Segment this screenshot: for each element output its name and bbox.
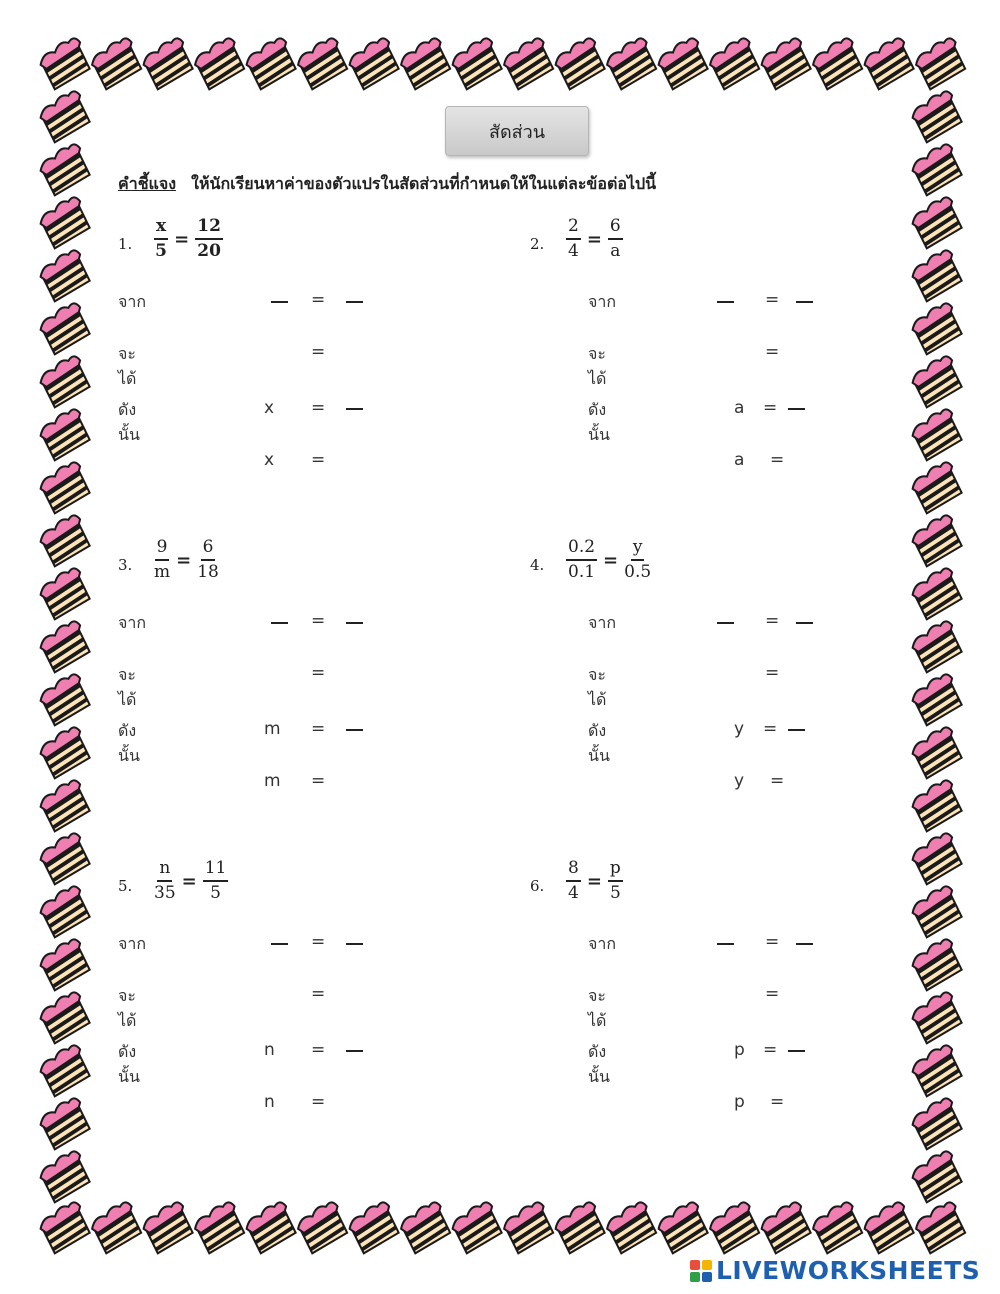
- variable-label: p: [734, 1092, 745, 1112]
- cake-slice-icon: [36, 779, 93, 833]
- cake-slice-icon: [294, 1201, 351, 1255]
- cake-slice-icon: [654, 1201, 711, 1255]
- blank-fraction-left[interactable]: [271, 943, 288, 945]
- cake-slice-icon: [757, 37, 814, 91]
- right-denominator: 5: [609, 882, 621, 903]
- left-denominator: 4: [568, 882, 579, 903]
- blank-fraction-left[interactable]: [717, 943, 734, 945]
- cake-slice-icon: [36, 567, 93, 621]
- equals-sign: =: [311, 398, 326, 418]
- cake-slice-icon: [191, 37, 248, 91]
- cake-slice-icon: [139, 37, 196, 91]
- blank-fraction-answer[interactable]: [788, 1050, 805, 1052]
- therefore-label: ดังนั้น: [588, 1042, 610, 1086]
- get-label: จะได้: [588, 344, 607, 388]
- instruction-label: คำชี้แจง: [118, 174, 177, 193]
- proportion-equation: [562, 860, 627, 903]
- cake-slice-icon: [36, 37, 93, 91]
- from-label: จาก: [588, 934, 617, 953]
- proportion-equation: [562, 539, 655, 582]
- blank-fraction-right[interactable]: [346, 301, 363, 303]
- cake-slice-icon: [36, 1044, 93, 1098]
- right-denominator: a: [610, 240, 621, 261]
- cake-slice-icon: [908, 90, 965, 144]
- get-label: จะได้: [118, 665, 137, 709]
- cake-slice-icon: [36, 938, 93, 992]
- left-numerator: 9: [155, 539, 170, 561]
- from-label: จาก: [588, 613, 617, 632]
- cake-slice-icon: [908, 143, 965, 197]
- cake-slice-icon: [36, 90, 93, 144]
- blank-fraction-answer[interactable]: [788, 729, 805, 731]
- equals-sign: =: [770, 771, 785, 791]
- cake-slice-icon: [36, 726, 93, 780]
- cake-slice-icon: [551, 1201, 608, 1255]
- blank-fraction-right[interactable]: [346, 943, 363, 945]
- therefore-label: ดังนั้น: [588, 400, 610, 444]
- cake-slice-icon: [908, 514, 965, 568]
- proportion-equation: [150, 218, 227, 261]
- left-numerator: 2: [566, 218, 581, 240]
- therefore-label: ดังนั้น: [118, 721, 140, 765]
- equals-sign: =: [765, 663, 780, 683]
- equals-sign: =: [311, 290, 326, 310]
- blank-fraction-answer[interactable]: [346, 729, 363, 731]
- equals-sign: =: [765, 342, 780, 362]
- cake-slice-icon: [908, 991, 965, 1045]
- right-fraction: [624, 539, 651, 582]
- instruction-text: ให้นักเรียนหาค่าของตัวแปรในสัดส่วนที่กำหนดให้ในแต่ละข้อต่อไปนี้: [191, 174, 657, 193]
- cake-slice-icon: [908, 938, 965, 992]
- cake-slice-icon: [654, 37, 711, 91]
- cake-slice-icon: [908, 196, 965, 250]
- cake-slice-icon: [908, 885, 965, 939]
- equals-sign: =: [770, 1092, 785, 1112]
- cake-slice-icon: [860, 37, 917, 91]
- cake-slice-icon: [36, 1201, 93, 1255]
- cake-slice-icon: [448, 37, 505, 91]
- equals-sign: =: [763, 719, 778, 739]
- cake-slice-icon: [345, 37, 402, 91]
- cake-slice-icon: [908, 567, 965, 621]
- equals-sign: =: [770, 450, 785, 470]
- cake-slice-icon: [36, 302, 93, 356]
- right-fraction: [197, 539, 219, 582]
- cake-slice-icon: [908, 249, 965, 303]
- cake-slice-icon: [912, 37, 969, 91]
- blank-fraction-right[interactable]: [796, 943, 813, 945]
- cake-slice-icon: [809, 37, 866, 91]
- cake-slice-icon: [908, 673, 965, 727]
- blank-fraction-right[interactable]: [346, 622, 363, 624]
- cake-slice-icon: [139, 1201, 196, 1255]
- therefore-label: ดังนั้น: [588, 721, 610, 765]
- problem-number: 3.: [118, 556, 133, 574]
- cake-slice-icon: [36, 408, 93, 462]
- therefore-label: ดังนั้น: [118, 1042, 140, 1086]
- cake-slice-icon: [36, 249, 93, 303]
- equals-sign: =: [311, 342, 326, 362]
- blank-fraction-right[interactable]: [796, 622, 813, 624]
- variable-label: x: [264, 398, 275, 418]
- equals-sign: =: [586, 870, 602, 892]
- problem-number: 6.: [530, 877, 545, 895]
- cake-slice-icon: [860, 1201, 917, 1255]
- liveworksheets-logo[interactable]: [690, 1256, 980, 1285]
- proportion-equation: [150, 539, 223, 582]
- cake-slice-icon: [36, 514, 93, 568]
- cake-slice-icon: [908, 461, 965, 515]
- cake-slice-icon: [908, 779, 965, 833]
- cake-slice-icon: [294, 37, 351, 91]
- variable-label: n: [264, 1040, 275, 1060]
- from-label: จาก: [118, 292, 147, 311]
- proportion-equation: [562, 218, 627, 261]
- equals-sign: =: [311, 719, 326, 739]
- equals-sign: =: [765, 932, 780, 952]
- cake-slice-icon: [36, 355, 93, 409]
- equals-sign: =: [311, 1092, 326, 1112]
- from-label: จาก: [118, 613, 147, 632]
- right-fraction: [608, 860, 623, 903]
- cake-slice-icon: [88, 37, 145, 91]
- variable-label: m: [264, 771, 281, 791]
- right-denominator: 0.5: [624, 561, 652, 582]
- left-denominator: 0.1: [568, 561, 596, 582]
- cake-slice-icon: [88, 1201, 145, 1255]
- left-denominator: 4: [568, 240, 579, 261]
- left-fraction: [154, 860, 176, 903]
- variable-label: a: [734, 398, 745, 418]
- cake-slice-icon: [36, 620, 93, 674]
- equals-sign: =: [311, 450, 326, 470]
- blank-fraction-left[interactable]: [717, 622, 734, 624]
- problem-number: 1.: [118, 235, 133, 253]
- left-numerator: 0.2: [566, 539, 597, 561]
- get-label: จะได้: [588, 986, 607, 1030]
- cake-slice-icon: [908, 1097, 965, 1151]
- variable-label: y: [734, 719, 745, 739]
- variable-label: p: [734, 1040, 745, 1060]
- cake-slice-icon: [908, 1150, 965, 1204]
- blank-fraction-answer[interactable]: [346, 1050, 363, 1052]
- cake-slice-icon: [908, 302, 965, 356]
- get-label: จะได้: [118, 986, 137, 1030]
- cake-slice-icon: [36, 991, 93, 1045]
- cake-slice-icon: [603, 1201, 660, 1255]
- left-numerator: n: [157, 860, 172, 882]
- instruction: [118, 172, 656, 197]
- equals-sign: =: [174, 228, 190, 250]
- equals-sign: =: [763, 398, 778, 418]
- cake-slice-icon: [908, 1044, 965, 1098]
- cake-slice-icon: [912, 1201, 969, 1255]
- right-numerator: y: [631, 539, 645, 561]
- right-denominator: 20: [197, 240, 221, 261]
- cake-slice-icon: [706, 1201, 763, 1255]
- blank-fraction-left[interactable]: [271, 622, 288, 624]
- from-label: จาก: [118, 934, 147, 953]
- blank-fraction-left[interactable]: [271, 301, 288, 303]
- blank-fraction-right[interactable]: [796, 301, 813, 303]
- equals-sign: =: [765, 290, 780, 310]
- cake-slice-icon: [345, 1201, 402, 1255]
- cake-slice-icon: [706, 37, 763, 91]
- get-label: จะได้: [588, 665, 607, 709]
- left-numerator: 8: [566, 860, 581, 882]
- right-numerator: p: [608, 860, 623, 882]
- equals-sign: =: [181, 870, 197, 892]
- problem-number: 5.: [118, 877, 133, 895]
- variable-label: y: [734, 771, 745, 791]
- left-numerator: x: [154, 218, 168, 240]
- left-fraction: [154, 539, 170, 582]
- cake-slice-icon: [809, 1201, 866, 1255]
- proportion-equation: [150, 860, 232, 903]
- equals-sign: =: [311, 1040, 326, 1060]
- therefore-label: ดังนั้น: [118, 400, 140, 444]
- equals-sign: =: [311, 611, 326, 631]
- equals-sign: =: [603, 549, 619, 571]
- cake-slice-icon: [397, 1201, 454, 1255]
- cake-slice-icon: [551, 37, 608, 91]
- equals-sign: =: [763, 1040, 778, 1060]
- cake-slice-icon: [500, 1201, 557, 1255]
- left-fraction: [566, 539, 597, 582]
- right-denominator: 5: [210, 882, 221, 903]
- right-fraction: [203, 860, 229, 903]
- equals-sign: =: [311, 771, 326, 791]
- equals-sign: =: [311, 932, 326, 952]
- cake-slice-icon: [242, 37, 299, 91]
- cake-slice-icon: [242, 1201, 299, 1255]
- cake-slice-icon: [397, 37, 454, 91]
- equals-sign: =: [311, 663, 326, 683]
- left-fraction: [566, 860, 581, 903]
- variable-label: n: [264, 1092, 275, 1112]
- cake-slice-icon: [908, 832, 965, 886]
- right-numerator: 12: [195, 218, 223, 240]
- blank-fraction-answer[interactable]: [788, 408, 805, 410]
- blank-fraction-answer[interactable]: [346, 408, 363, 410]
- from-label: จาก: [588, 292, 617, 311]
- worksheet-title: สัดส่วน: [445, 106, 589, 156]
- right-fraction: [608, 218, 623, 261]
- liveworksheets-icon: [690, 1260, 712, 1282]
- cake-slice-icon: [757, 1201, 814, 1255]
- equals-sign: =: [765, 611, 780, 631]
- cake-slice-icon: [36, 196, 93, 250]
- variable-label: m: [264, 719, 281, 739]
- right-numerator: 6: [608, 218, 623, 240]
- cake-slice-icon: [500, 37, 557, 91]
- cake-slice-icon: [908, 620, 965, 674]
- cake-slice-icon: [603, 37, 660, 91]
- left-denominator: 35: [154, 882, 176, 903]
- cake-slice-icon: [36, 461, 93, 515]
- variable-label: x: [264, 450, 275, 470]
- cake-slice-icon: [36, 673, 93, 727]
- cake-slice-icon: [36, 1150, 93, 1204]
- left-denominator: m: [154, 561, 171, 582]
- blank-fraction-left[interactable]: [717, 301, 734, 303]
- left-denominator: 5: [155, 240, 167, 261]
- equals-sign: =: [176, 549, 192, 571]
- right-denominator: 18: [197, 561, 219, 582]
- equals-sign: =: [311, 984, 326, 1004]
- cake-slice-icon: [36, 143, 93, 197]
- liveworksheets-brand: LIVEWORKSHEETS: [716, 1256, 981, 1285]
- right-numerator: 11: [203, 860, 229, 882]
- equals-sign: =: [586, 228, 602, 250]
- right-numerator: 6: [201, 539, 216, 561]
- cake-slice-icon: [908, 726, 965, 780]
- cake-slice-icon: [36, 885, 93, 939]
- problem-number: 4.: [530, 556, 545, 574]
- right-fraction: [195, 218, 223, 261]
- cake-slice-icon: [908, 355, 965, 409]
- cake-slice-icon: [191, 1201, 248, 1255]
- cake-slice-icon: [448, 1201, 505, 1255]
- left-fraction: [566, 218, 581, 261]
- get-label: จะได้: [118, 344, 137, 388]
- problem-number: 2.: [530, 235, 545, 253]
- left-fraction: [154, 218, 168, 261]
- equals-sign: =: [765, 984, 780, 1004]
- cake-slice-icon: [908, 408, 965, 462]
- cake-slice-icon: [36, 1097, 93, 1151]
- cake-slice-icon: [36, 832, 93, 886]
- variable-label: a: [734, 450, 745, 470]
